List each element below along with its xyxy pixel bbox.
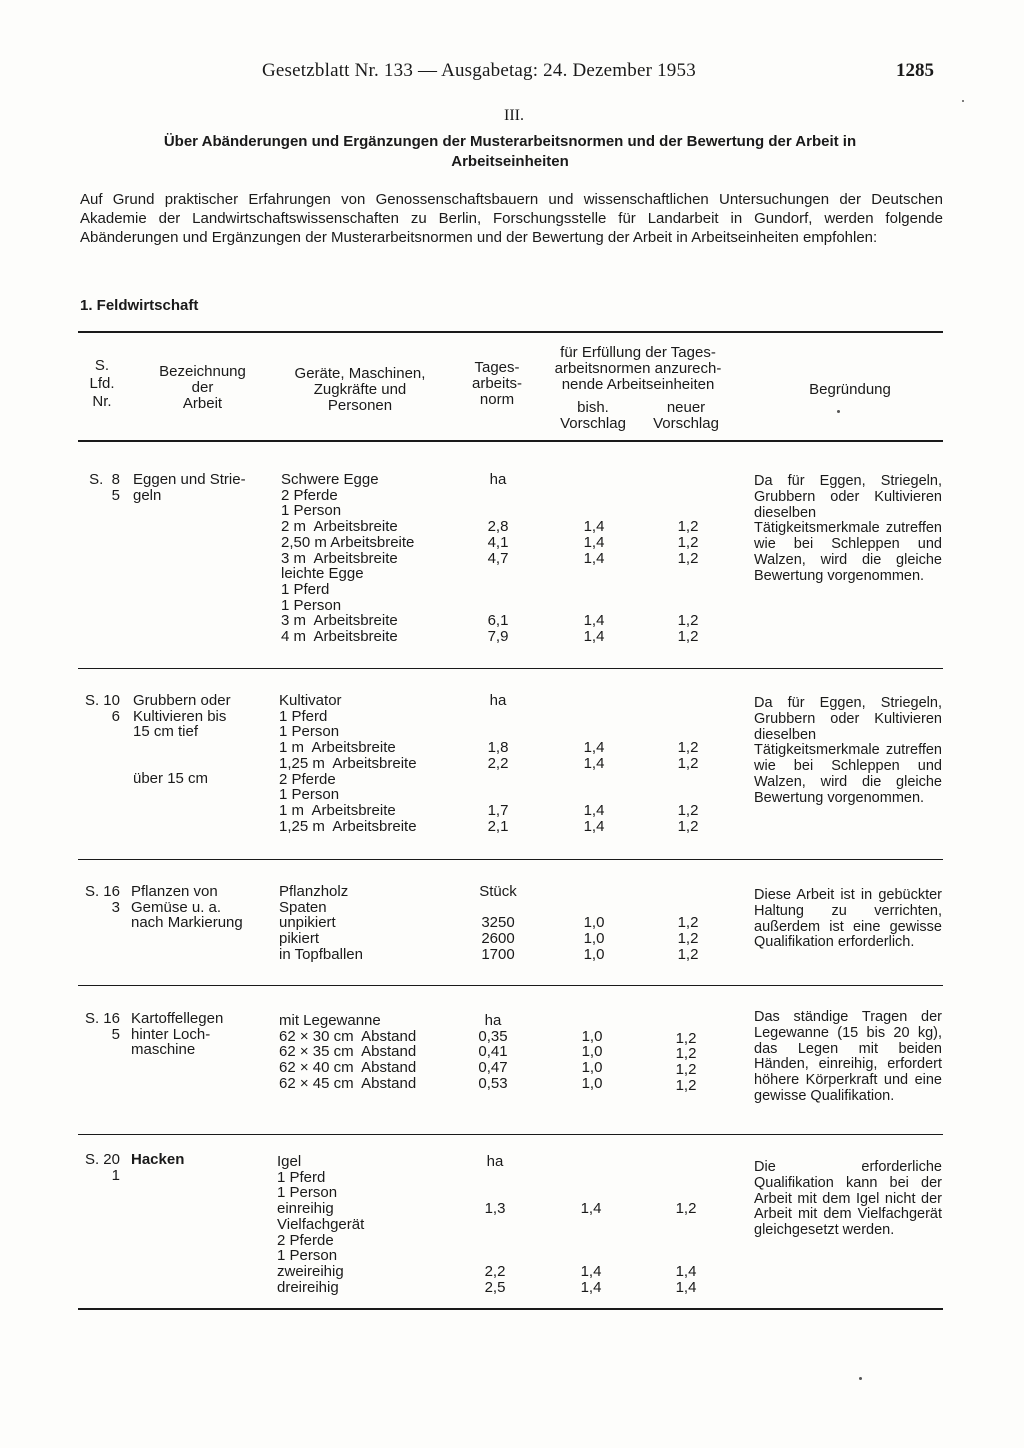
part-number xyxy=(0,107,1024,125)
gazette-header-title: Gesetzblatt Nr. 133 — Ausgabetag: 24. Dezember 1953 xyxy=(262,60,696,81)
row-divider xyxy=(78,859,943,860)
header-lfd-nr: S. Lfd. Nr. xyxy=(89,357,115,410)
row-arbeit: Pflanzen von Gemüse u. a. nach Markierung xyxy=(131,883,243,932)
row-lfd-nr: S. 20 1 xyxy=(84,1151,120,1184)
row-geraete: mit Legewanne 62 × 30 cm Abstand 62 × 35 cm Abstand 62 × 40 cm Abstand 62 × 45 cm Abstand xyxy=(279,1012,417,1092)
page-number: 1285 xyxy=(896,60,934,81)
row-neuer-vorschlag: 1,2 1,2 1,2 1,2 xyxy=(677,739,699,835)
row-bisheriger-vorschlag: 1,4 1,4 1,4 xyxy=(580,1200,602,1296)
row-tagesnorm: ha 0,35 0,41 0,47 0,53 xyxy=(478,1012,508,1092)
row-tagesnorm: Stück 3250 2600 1700 xyxy=(479,883,517,963)
header-arbeitseinheiten-group: für Erfüllung der Tages- arbeitsnormen anzurech- nende Arbeitseinheiten xyxy=(554,344,722,393)
row-begruendung: Da für Eggen, Striegeln, Grubbern oder Kultivieren dieselben Tätigkeitsmerkmale zutreffen wie bei Schleppen und Walzen, wird die gleiche Bewertung vorgenommen. xyxy=(754,695,942,806)
row-arbeit: Eggen und Strie- geln xyxy=(133,471,246,504)
header-geraete: Geräte, Maschinen, Zugkräfte und Personen xyxy=(294,365,426,414)
row-lfd-nr: S. 8 5 xyxy=(89,471,120,504)
row-arbeit: Grubbern oder Kultivieren bis 15 cm tief über 15 cm xyxy=(133,692,231,787)
scan-speck xyxy=(837,410,840,413)
row-lfd-nr: S. 16 3 xyxy=(84,883,120,916)
table-bottom-rule xyxy=(78,1308,943,1310)
row-arbeit: Kartoffellegen hinter Loch- maschine xyxy=(131,1010,224,1059)
header-neuer-vorschlag: neuer Vorschlag xyxy=(653,399,719,432)
row-begruendung: Das ständige Tragen der Legewanne (15 bis 20 kg), das Legen mit beiden Händen, einreihig, erfordert höhere Körperkraft und eine gewisse Qualifikation. xyxy=(754,1009,942,1104)
row-geraete: Igel 1 Pferd 1 Person einreihig Vielfachgerät 2 Pferde 1 Person zweireihig dreireihig xyxy=(277,1153,365,1296)
row-neuer-vorschlag: 1,2 1,4 1,4 xyxy=(675,1200,697,1296)
row-tagesnorm: ha 1,8 2,2 1,7 2,1 xyxy=(487,692,509,835)
row-neuer-vorschlag: 1,2 1,2 1,2 1,2 1,2 xyxy=(677,518,699,646)
header-bisheriger-vorschlag: bish. Vorschlag xyxy=(560,399,626,432)
row-neuer-vorschlag: 1,2 1,2 1,2 1,2 xyxy=(675,1029,697,1094)
row-geraete: Schwere Egge 2 Pferde 1 Person 2 m Arbeitsbreite 2,50 m Arbeitsbreite 3 m Arbeitsbreite leichte Egge 1 Pferd 1 Person 3 m Arbeitsbreite 4 m Arbeitsbreite xyxy=(281,471,415,646)
row-geraete: Pflanzholz Spaten unpikiert pikiert in Topfballen xyxy=(279,883,363,963)
scan-speck xyxy=(859,1377,862,1380)
row-begruendung: Da für Eggen, Striegeln, Grubbern oder Kultivieren dieselben Tätigkeitsmerkmale zutreffen wie bei Schleppen und Walzen, wird die gleiche Bewertung vorgenommen. xyxy=(754,473,942,584)
row-begruendung: Die erforderliche Qualifikation kann bei der Arbeit mit dem Igel nicht der Arbeit mit dem Vielfachgerät gleichgesetzt werden. xyxy=(754,1159,942,1239)
row-arbeit: Hacken xyxy=(131,1151,185,1168)
row-tagesnorm: ha 2,8 4,1 4,7 6,1 7,9 xyxy=(487,471,509,646)
row-bisheriger-vorschlag: 1,4 1,4 1,4 1,4 xyxy=(583,739,605,835)
header-bezeichnung: Bezeichnung der Arbeit xyxy=(159,363,246,412)
table-top-rule xyxy=(78,331,943,333)
scan-speck xyxy=(962,100,964,102)
part-number-text: III. xyxy=(504,107,524,124)
row-lfd-nr: S. 16 5 xyxy=(84,1010,120,1043)
row-bisheriger-vorschlag: 1,4 1,4 1,4 1,4 1,4 xyxy=(583,518,605,646)
row-neuer-vorschlag: 1,2 1,2 1,2 xyxy=(677,914,699,963)
row-divider xyxy=(78,1134,943,1135)
row-geraete: Kultivator 1 Pferd 1 Person 1 m Arbeitsbreite 1,25 m Arbeitsbreite 2 Pferde 1 Person 1 m Arbeitsbreite 1,25 m Arbeitsbreite xyxy=(279,692,417,835)
row-tagesnorm: ha 1,3 2,2 2,5 xyxy=(484,1153,506,1296)
table-header-rule xyxy=(78,440,943,442)
row-begruendung: Diese Arbeit ist in gebückter Haltung zu verrichten, außerdem ist eine gewisse Qualifikation erforderlich. xyxy=(754,887,942,951)
row-lfd-nr: S. 10 6 xyxy=(84,692,120,725)
header-tagesnorm: Tages- arbeits- norm xyxy=(471,359,523,408)
row-divider xyxy=(78,985,943,986)
headline: Über Abänderungen und Ergänzungen der Musterarbeitsnormen und der Bewertung der Arbeit in Arbeitseinheiten xyxy=(163,133,857,170)
section-title: 1. Feldwirtschaft xyxy=(80,297,199,314)
row-bisheriger-vorschlag: 1,0 1,0 1,0 1,0 xyxy=(581,1027,603,1092)
row-bisheriger-vorschlag: 1,0 1,0 1,0 xyxy=(583,914,605,963)
header-begruendung: Begründung xyxy=(809,381,891,398)
row-divider xyxy=(78,668,943,669)
intro-paragraph: Auf Grund praktischer Erfahrungen von Genossenschaftsbauern und wissenschaftlichen Untersuchungen der Deutschen Akademie der Landwirtschaftswissenschaften zu Berlin, Forschungsstelle für Landarbeit in Gundorf, werden folgende Abänderungen und Ergänzungen der Musterarbeitsnormen und der Bewertung der Arbeit in Arbeitseinheiten empfohlen: xyxy=(80,191,943,246)
